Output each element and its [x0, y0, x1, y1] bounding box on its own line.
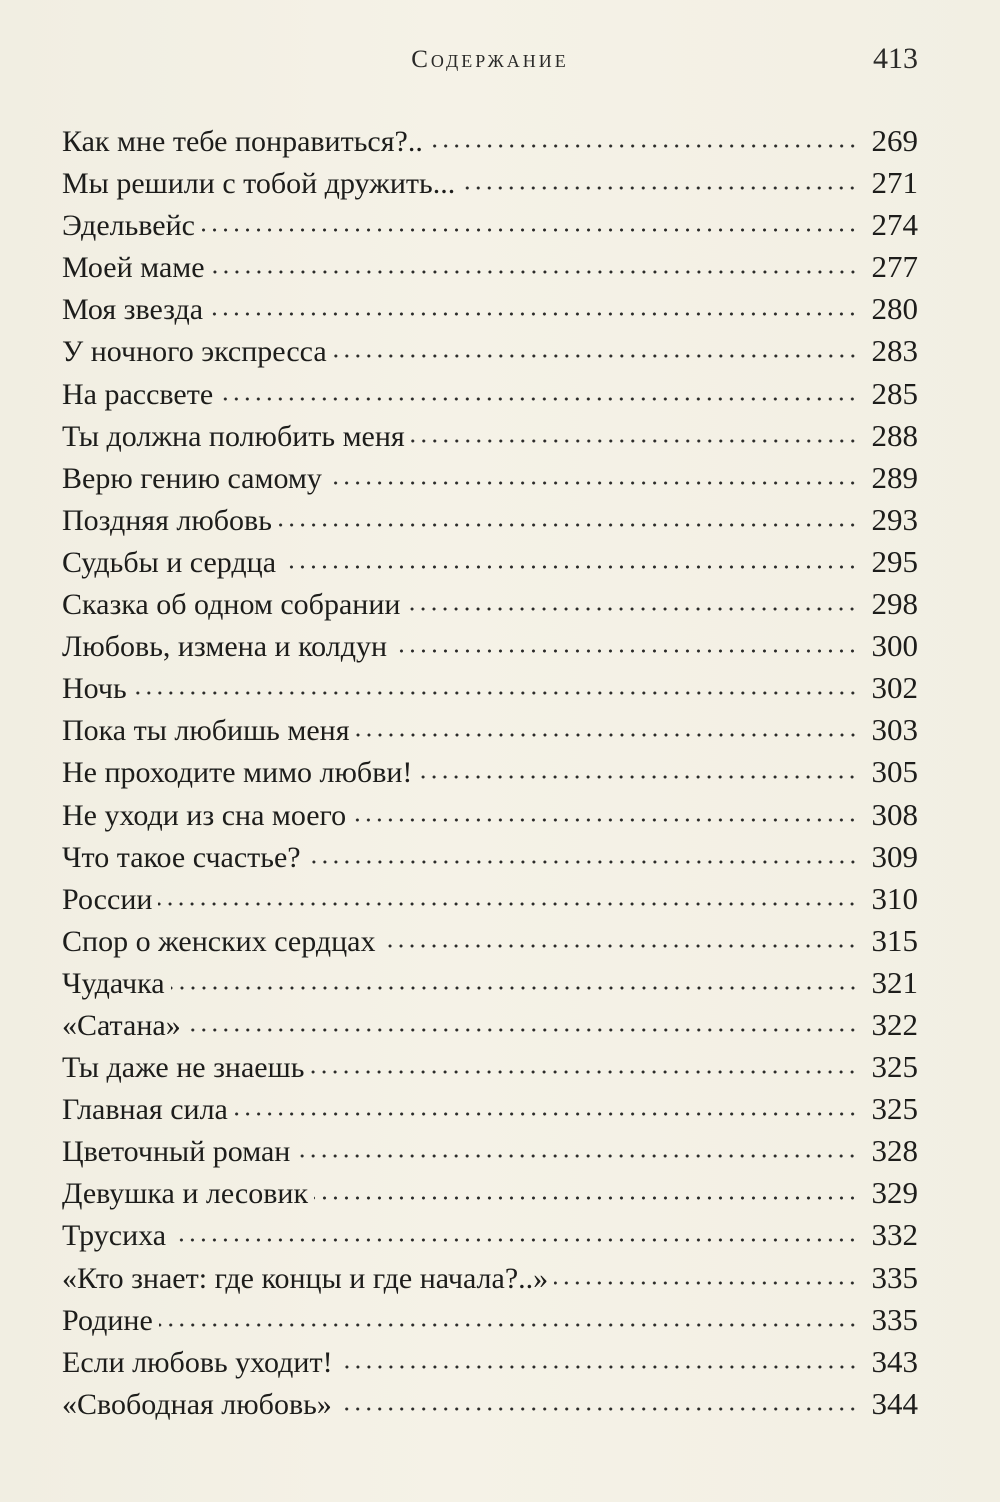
toc-entry-title: На рассвете [62, 377, 214, 411]
toc-entry-page: 309 [871, 838, 918, 874]
toc-entry-title: Что такое счастье? [62, 840, 301, 874]
dot-leader [554, 1280, 858, 1286]
dot-leader [411, 438, 858, 444]
toc-entry-page: 283 [871, 333, 918, 369]
toc-entry-page: 288 [871, 417, 918, 453]
toc-entry-page: 322 [871, 1006, 918, 1042]
toc-entry-page: 295 [871, 543, 918, 579]
toc-entry-title: Девушка и лесовик [62, 1177, 309, 1211]
dot-leader [209, 311, 858, 317]
toc-entry-page: 274 [871, 207, 918, 243]
toc-entry [62, 1046, 918, 1088]
dot-leader [338, 1406, 858, 1412]
toc-entry [62, 499, 918, 541]
toc-entry [62, 920, 918, 962]
toc-entry-title: Как мне тебе понравиться?.. [62, 125, 423, 158]
toc-entry-title: Мы решили с тобой дружить... [62, 167, 456, 201]
toc-entry [62, 415, 918, 457]
dot-leader [429, 143, 858, 149]
dot-leader [381, 943, 858, 949]
toc-entry [62, 1341, 918, 1383]
dot-leader [133, 690, 858, 696]
toc-entry [62, 878, 918, 920]
dot-leader [282, 564, 858, 570]
toc-entry-page: 305 [871, 754, 918, 790]
toc-entry [62, 1172, 918, 1214]
dot-leader [219, 396, 858, 402]
toc-entry-page: 329 [871, 1175, 918, 1211]
toc-entry-page: 271 [871, 165, 918, 201]
section-title: Содержание [411, 46, 569, 73]
toc-entry-title: Главная сила [62, 1093, 228, 1127]
toc-entry-title: Не уходи из сна моего [62, 798, 347, 832]
toc-entry-title: Цветочный роман [62, 1135, 291, 1169]
dot-leader [296, 1153, 858, 1159]
toc-entry [62, 625, 918, 667]
toc-entry-title: Моя звезда [62, 293, 204, 327]
toc-entry-title: Поздняя любовь [62, 503, 272, 537]
toc-entry [62, 1257, 918, 1299]
toc-entry-page: 344 [871, 1385, 918, 1421]
toc-entry [62, 794, 918, 836]
toc-entry [62, 962, 918, 1004]
toc-entry [62, 1299, 918, 1341]
dot-leader [339, 1364, 858, 1370]
toc-entry-title: Ты должна полюбить меня [62, 419, 405, 453]
toc-entry-title: Судьбы и сердца [62, 545, 277, 579]
dot-leader [171, 985, 858, 991]
toc-entry [62, 1383, 918, 1425]
toc-entry [62, 373, 918, 415]
toc-entry-page: 298 [871, 586, 918, 622]
toc-entry-title: Любовь, измена и колдун [62, 630, 388, 664]
toc-entry-page: 280 [871, 291, 918, 327]
toc-entry [62, 709, 918, 751]
dot-leader [234, 1111, 858, 1117]
toc-entry [62, 120, 918, 162]
toc-entry [62, 1004, 918, 1046]
dot-leader [393, 648, 858, 654]
dot-leader [333, 353, 858, 359]
toc-entry [62, 541, 918, 583]
dot-leader [352, 817, 858, 823]
toc-entry-page: 285 [871, 375, 918, 411]
dot-leader [406, 606, 858, 612]
toc-entry-page: 335 [871, 1259, 918, 1295]
dot-leader [211, 269, 858, 275]
toc-entry-page: 293 [871, 501, 918, 537]
dot-leader [159, 1322, 858, 1328]
toc-entry-title: Верю гению самому [62, 461, 322, 495]
toc-entry [62, 751, 918, 793]
page-number: 413 [873, 42, 918, 75]
toc-entry-title: У ночного экспресса [62, 335, 327, 369]
toc-entry-page: 325 [871, 1091, 918, 1127]
toc-entry-title: Ты даже не знаешь [62, 1051, 305, 1085]
toc-entry-page: 315 [871, 922, 918, 958]
dot-leader [172, 1237, 858, 1243]
toc-entry-title: «Кто знает: где концы и где начала?..» [62, 1261, 549, 1295]
table-of-contents [62, 120, 918, 1425]
toc-entry-title: Эдельвейс [62, 209, 195, 243]
toc-entry [62, 204, 918, 246]
toc-entry [62, 1130, 918, 1172]
toc-entry-page: 300 [871, 628, 918, 664]
dot-leader [201, 227, 858, 233]
toc-entry-page: 321 [871, 964, 918, 1000]
toc-entry-page: 289 [871, 459, 918, 495]
toc-entry-page: 302 [871, 670, 918, 706]
toc-entry-page: 332 [871, 1217, 918, 1253]
dot-leader [356, 732, 858, 738]
dot-leader [314, 1195, 858, 1201]
dot-leader [310, 1069, 858, 1075]
toc-entry-page: 308 [871, 796, 918, 832]
toc-entry-page: 343 [871, 1343, 918, 1379]
toc-entry [62, 583, 918, 625]
toc-entry-title: Не проходите мимо любви! [62, 756, 413, 790]
toc-entry-title: Моей маме [62, 251, 205, 285]
toc-entry-title: Родине [62, 1303, 153, 1337]
dot-leader [278, 522, 858, 528]
toc-entry [62, 246, 918, 288]
dot-leader [187, 1027, 858, 1033]
toc-entry [62, 836, 918, 878]
toc-entry-page: 310 [871, 880, 918, 916]
toc-entry-title: Чудачка [62, 966, 165, 1000]
toc-entry [62, 288, 918, 330]
toc-entry-title: Спор о женских сердцах [62, 924, 376, 958]
toc-entry-title: России [62, 882, 153, 916]
toc-entry [62, 330, 918, 372]
dot-leader [158, 901, 858, 907]
toc-entry-page: 277 [871, 249, 918, 285]
toc-entry-title: «Сатана» [62, 1008, 181, 1042]
toc-entry-title: «Свободная любовь» [62, 1387, 332, 1421]
running-header [62, 38, 918, 86]
dot-leader [461, 185, 858, 191]
toc-entry [62, 667, 918, 709]
dot-leader [328, 480, 858, 486]
toc-entry-page: 303 [871, 712, 918, 748]
toc-entry-page: 335 [871, 1301, 918, 1337]
toc-entry-title: Пока ты любишь меня [62, 714, 350, 748]
toc-entry-title: Сказка об одном собрании [62, 588, 401, 622]
toc-entry [62, 162, 918, 204]
toc-entry-title: Трусиха [62, 1219, 167, 1253]
toc-entry-title: Ночь [62, 672, 127, 706]
toc-entry-page: 325 [871, 1049, 918, 1085]
toc-entry [62, 1088, 918, 1130]
toc-entry-title: Если любовь уходит! [62, 1345, 333, 1379]
toc-entry-page: 269 [871, 123, 918, 158]
dot-leader [307, 859, 858, 865]
dot-leader [418, 774, 858, 780]
toc-entry [62, 1214, 918, 1256]
toc-entry [62, 457, 918, 499]
toc-entry-page: 328 [871, 1133, 918, 1169]
